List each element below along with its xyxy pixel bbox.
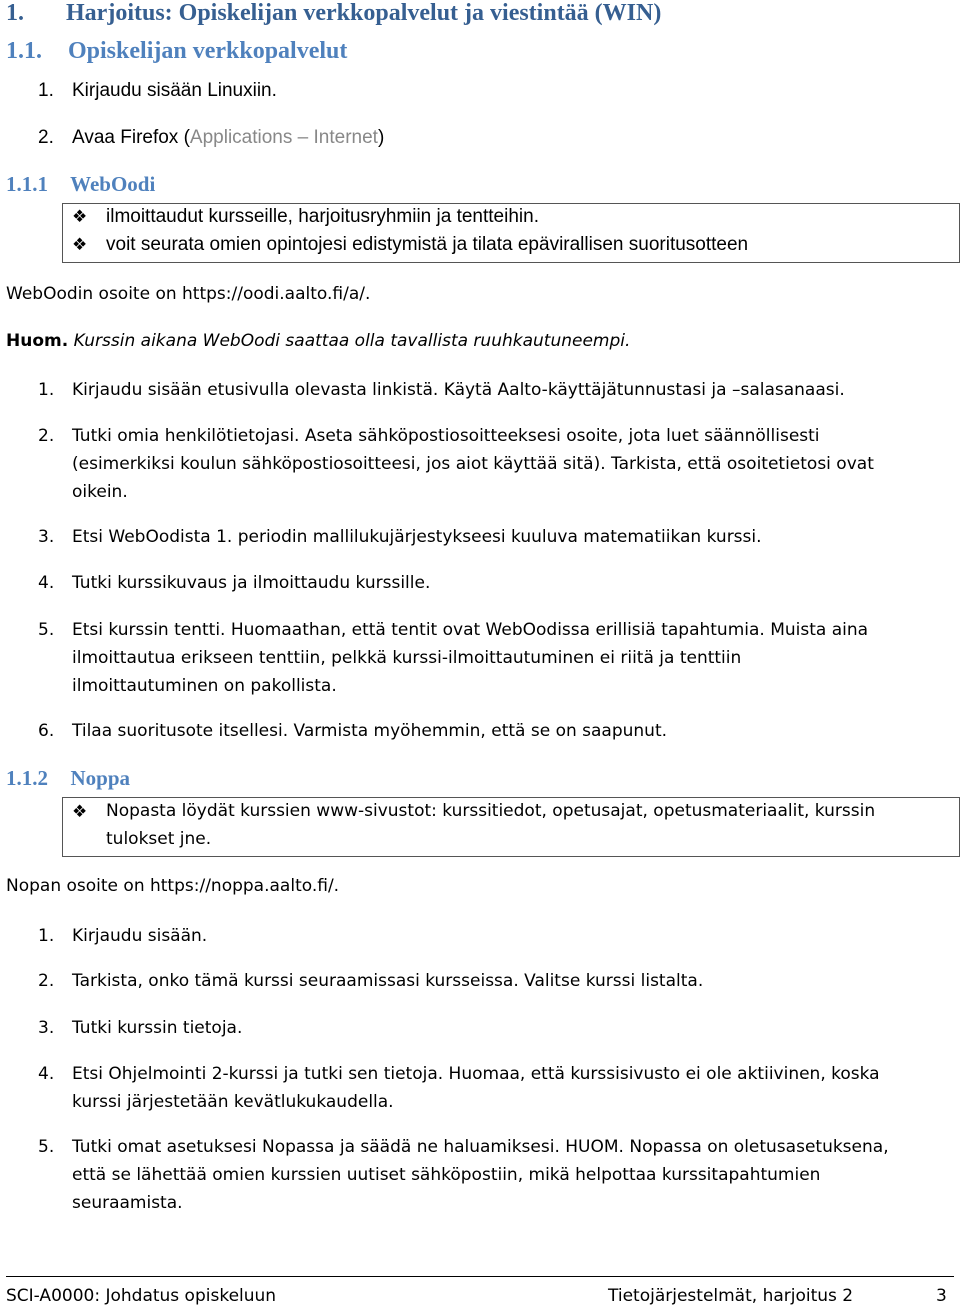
diamond-bullet-icon: ❖ — [72, 802, 88, 821]
step-text: Kirjaudu sisään. — [72, 926, 208, 946]
noppa-step-1 — [38, 926, 208, 946]
step-text-line: Etsi kurssin tentti. Huomaathan, että tentit ovat WebOodissa erillisiä tapahtumia. Muista aina — [72, 620, 869, 640]
step-text: Tilaa suoritusote itsellesi. Varmista myöhemmin, että se on saapunut. — [72, 721, 668, 741]
step-text: Kirjaudu sisään Linuxiin. — [72, 80, 277, 101]
intro-step-1 — [38, 80, 277, 102]
step-text: Tarkista, onko tämä kurssi seuraamissasi kursseissa. Valitse kurssi listalta. — [72, 971, 704, 991]
heading-2 — [6, 38, 347, 65]
step-text: Avaa Firefox (Applications – Internet) — [72, 127, 385, 148]
heading-1 — [6, 0, 661, 27]
webodi-step-2 — [38, 426, 874, 502]
heading-1-title: Harjoitus: Opiskelijan verkkopalvelut ja viestintää (WIN) — [66, 0, 662, 26]
step-text: Tutki kurssikuvaus ja ilmoittaudu kurssille. — [72, 573, 431, 593]
webodi-note — [6, 331, 630, 351]
step-number: 4. — [38, 573, 55, 593]
diamond-bullet-icon: ❖ — [72, 235, 88, 254]
step-number: 2. — [38, 426, 55, 446]
step-number: 3. — [38, 1018, 55, 1038]
step-number: 2. — [38, 971, 55, 991]
heading-2-number: 1.1. — [6, 38, 42, 64]
step-number: 1. — [38, 380, 55, 400]
step-text-line: kurssi järjestetään kevätlukukaudella. — [72, 1092, 394, 1112]
webodi-step-1 — [38, 380, 845, 400]
intro-step-2 — [38, 127, 385, 149]
step-number: 5. — [38, 620, 55, 640]
step-number: 1. — [38, 80, 54, 101]
webodi-step-5 — [38, 620, 869, 696]
noppa-step-4 — [38, 1064, 880, 1112]
step-text-line: seuraamista. — [72, 1193, 183, 1213]
step-number: 3. — [38, 527, 55, 547]
step-text-line: oikein. — [72, 482, 128, 502]
footer-right: Tietojärjestelmät, harjoitus 2 — [608, 1286, 854, 1306]
note-text: Kurssin aikana WebOodi saattaa olla tavallista ruuhkautuneempi. — [73, 331, 631, 351]
diamond-bullet-icon: ❖ — [72, 207, 88, 226]
step-text-line: Tutki omat asetuksesi Nopassa ja säädä ne haluamiksesi. HUOM. Nopassa on oletusasetuksena, — [72, 1137, 889, 1157]
noppa-step-3 — [38, 1018, 243, 1038]
step-text: Tutki kurssin tietoja. — [72, 1018, 243, 1038]
section-number: 1.1.1 — [6, 172, 48, 196]
step-text-line: Tutki omia henkilötietojasi. Aseta sähköpostiosoitteeksesi osoite, jota luet säännöllisesti — [72, 426, 820, 446]
webodi-step-4 — [38, 573, 431, 593]
section-number: 1.1.2 — [6, 766, 48, 790]
webodi-step-3 — [38, 527, 762, 547]
step-text-line: (esimerkiksi koulun sähköpostiosoitteesi, jos aiot käyttää sitä). Tarkista, että osoitetietosi ovat — [72, 454, 874, 474]
webodi-address: WebOodin osoite on https://oodi.aalto.fi/a/. — [6, 284, 371, 304]
step-text-line: Etsi Ohjelmointi 2-kurssi ja tutki sen tietoja. Huomaa, että kurssisivusto ei ole aktiivinen, koska — [72, 1064, 880, 1084]
page-number: 3 — [936, 1286, 947, 1306]
step-number: 4. — [38, 1064, 55, 1084]
heading-1-number: 1. — [6, 0, 24, 26]
step-number: 6. — [38, 721, 55, 741]
webodi-step-6 — [38, 721, 668, 741]
noppa-step-5 — [38, 1137, 889, 1213]
step-number: 1. — [38, 926, 55, 946]
section-title: WebOodi — [70, 172, 156, 196]
step-text-line: ilmoittautuminen on pakollista. — [72, 676, 337, 696]
step-number: 2. — [38, 127, 54, 148]
step-text: Kirjaudu sisään etusivulla olevasta linkistä. Käytä Aalto-käyttäjätunnustasi ja –salasanaasi. — [72, 380, 845, 400]
heading-noppa — [6, 766, 130, 791]
section-title: Noppa — [70, 766, 131, 790]
webodi-bullet-1: ilmoittaudut kursseille, harjoitusryhmiin ja tentteihin. — [106, 206, 539, 227]
step-text-line: että se lähettää omien kurssien uutiset sähköpostiin, mikä helpottaa kurssitapahtumien — [72, 1165, 821, 1185]
webodi-bullet-2: voit seurata omien opintojesi edistymistä ja tilata epävirallisen suoritusotteen — [106, 234, 749, 255]
heading-webodi — [6, 172, 155, 197]
step-number: 5. — [38, 1137, 55, 1157]
step-text-line: ilmoittautua erikseen tenttiin, pelkkä kurssi-ilmoittautuminen ei riitä ja tenttiin — [72, 648, 742, 668]
footer-divider — [6, 1276, 954, 1277]
noppa-step-2 — [38, 971, 704, 991]
step-text: Etsi WebOodista 1. periodin mallilukujärjestykseesi kuuluva matematiikan kurssi. — [72, 527, 762, 547]
heading-2-title: Opiskelijan verkkopalvelut — [68, 38, 348, 64]
noppa-bullet-line-1: Nopasta löydät kurssien www-sivustot: kurssitiedot, opetusajat, opetusmateriaalit, kurssin — [106, 801, 876, 821]
noppa-bullet-line-2: tulokset jne. — [106, 829, 212, 849]
noppa-address: Nopan osoite on https://noppa.aalto.fi/. — [6, 876, 340, 896]
footer-left: SCI-A0000: Johdatus opiskeluun — [6, 1286, 277, 1306]
note-label: Huom. — [6, 331, 69, 351]
